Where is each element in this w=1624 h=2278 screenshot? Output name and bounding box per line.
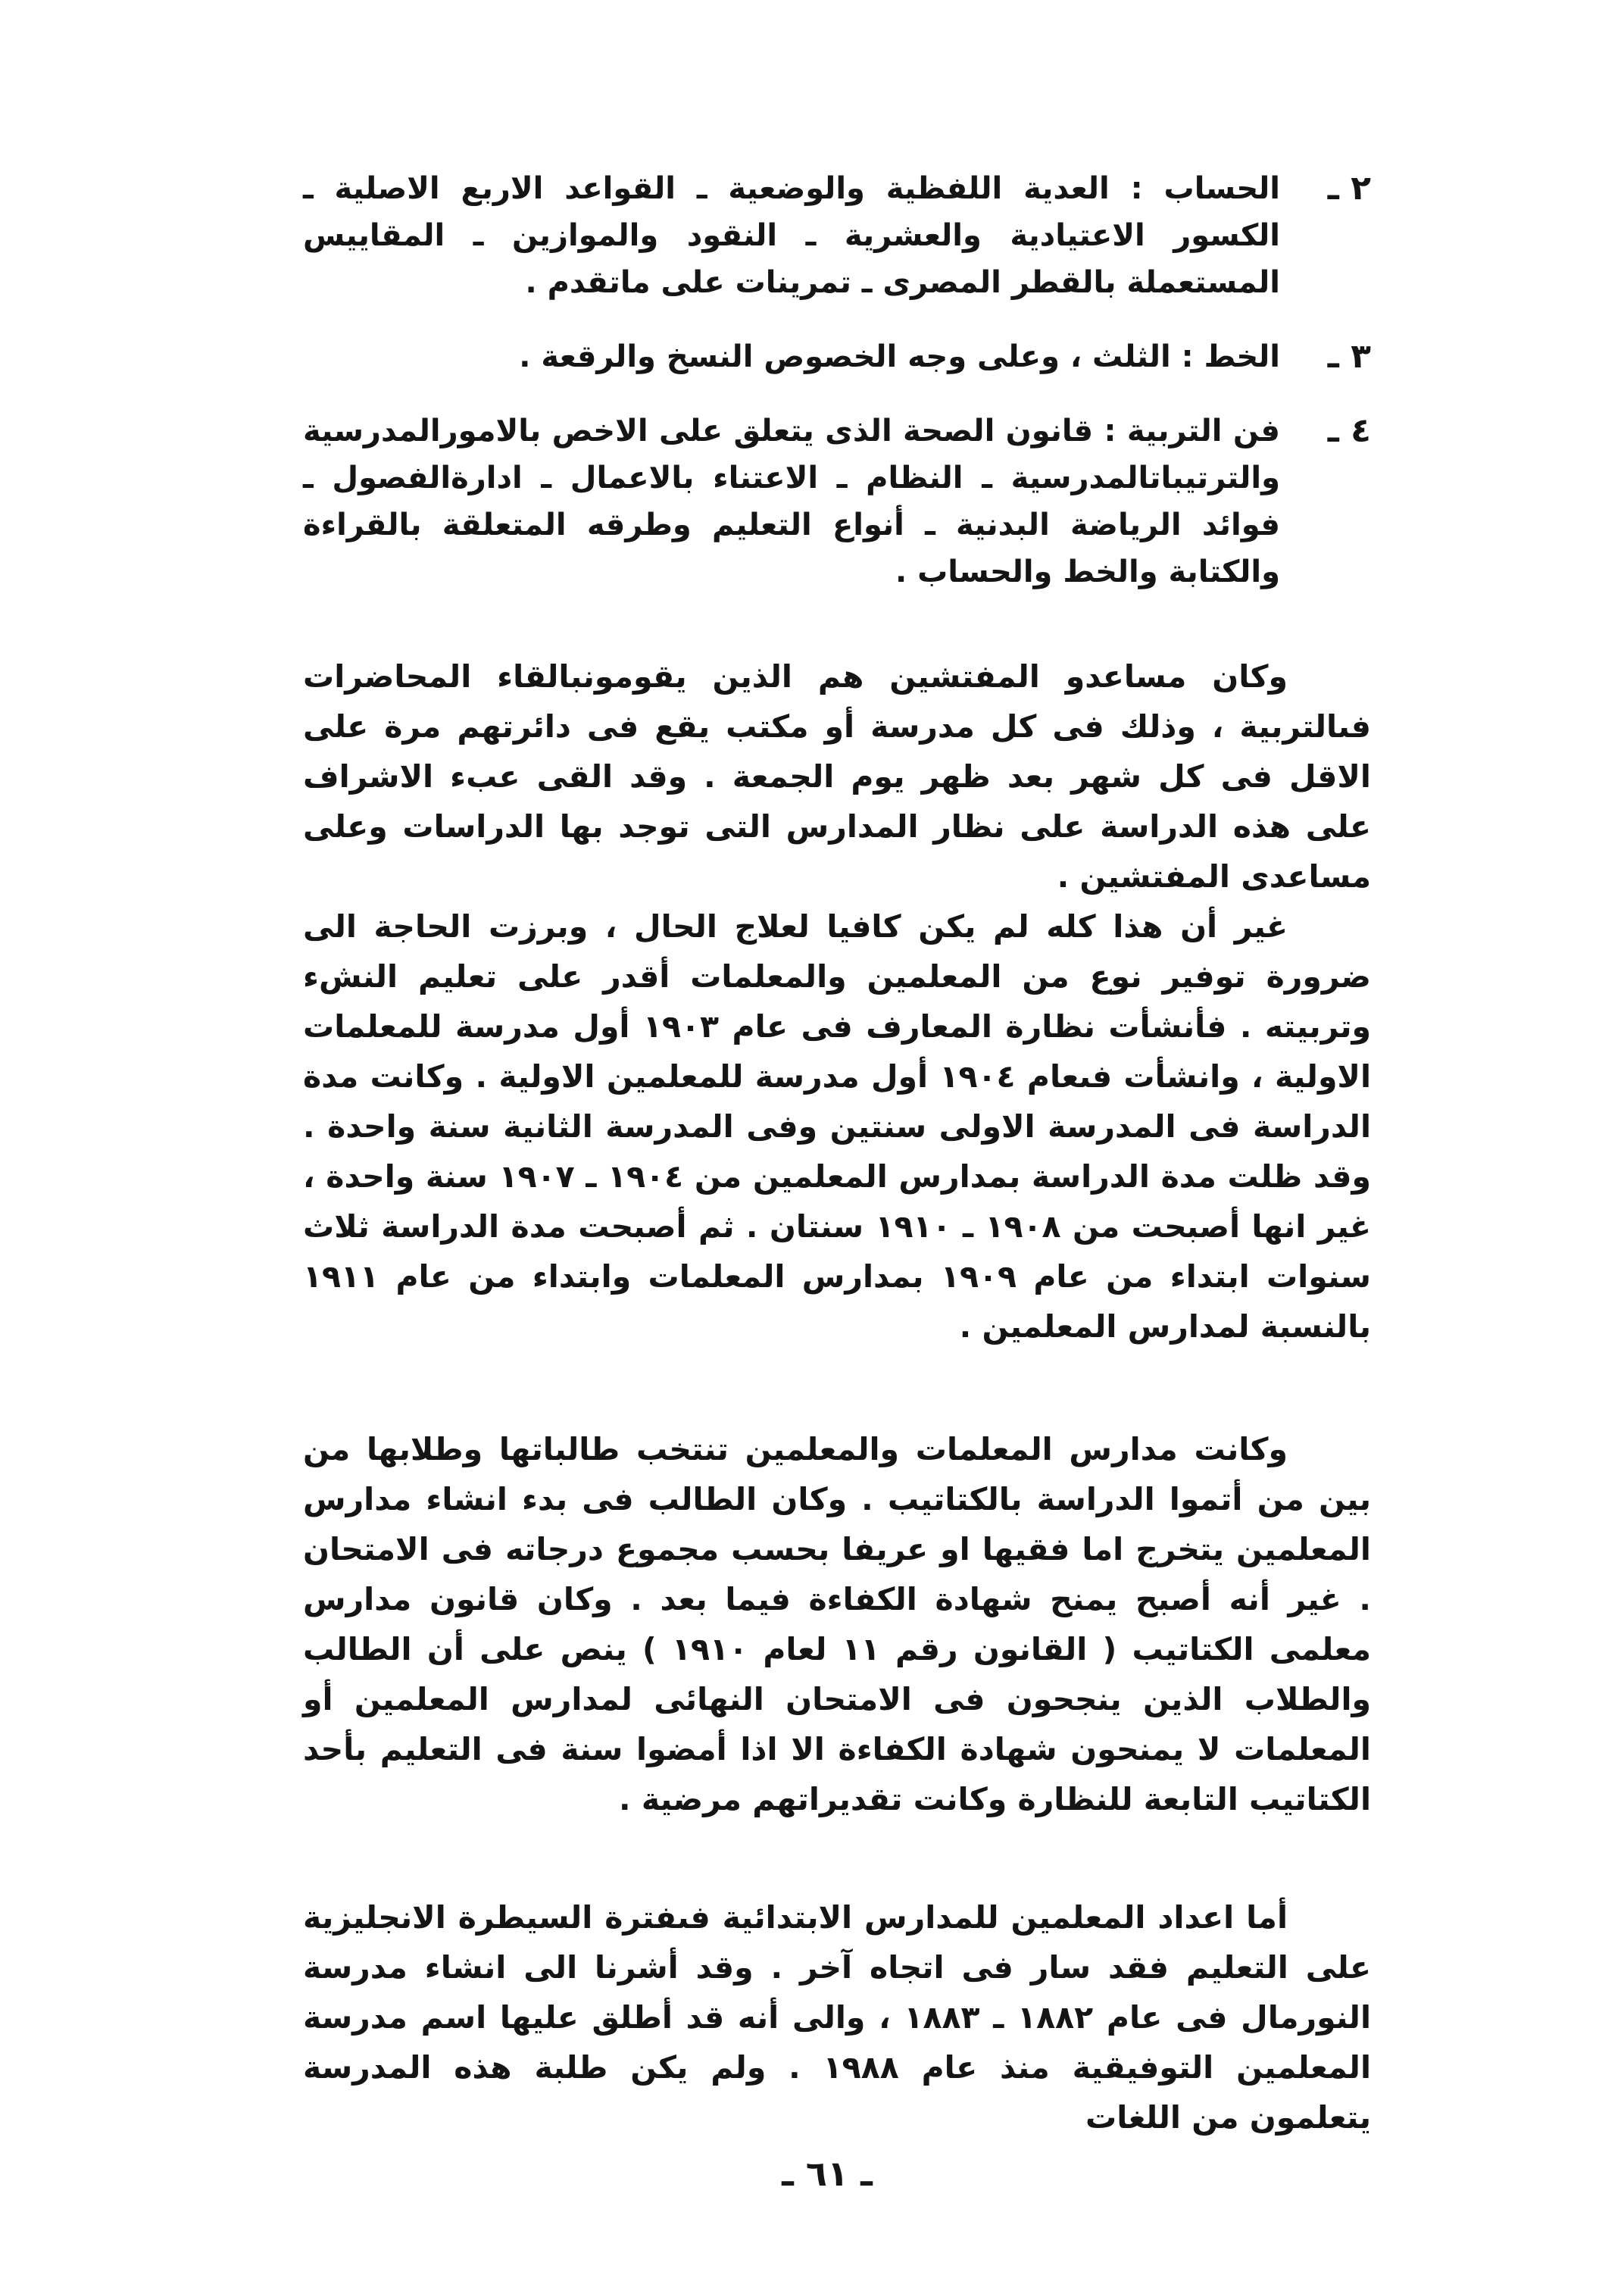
paragraph: وكان مساعدو المفتشين هم الذين يقومونبالقاء المحاضرات فىالتربية ، وذلك فى كل مدرسة أو مكتب يقع فى دائرتهم مرة على الاقل فى كل شهر بعد ظهر يوم الجمعة . وقد القى عبء الاشراف على هذه الدراسة على نظار المدارس التى توجد بها الدراسات وعلى مساعدى المفتشين . — [303, 658, 1371, 895]
paragraph: أما اعداد المعلمين للمدارس الابتدائية فىفترة السيطرة الانجليزية على التعليم فقد سار فى اتجاه آخر . وقد أشرنا الى انشاء مدرسة النورمال فى عام ١٨٨٢ ـ ١٨٨٣ ، والى أنه قد أطلق عليها اسم مدرسة المعلمين التوفيقية منذ عام ١٩٨٨ . ولم يكن طلبة هذه المدرسة يتعلمون من اللغات — [303, 1899, 1371, 2136]
paragraph: غير أن هذا كله لم يكن كافيا لعلاج الحال ، وبرزت الحاجة الى ضرورة توفير نوع من المعلمين والمعلمات أقدر على تعليم النشء وتربيته . فأنشأت نظارة المعارف فى عام ١٩٠٣ أول مدرسة للمعلمات الاولية ، وانشأت فىعام ١٩٠٤ أول مدرسة للمعلمين الاولية . وكانت مدة الدراسة فى المدرسة الاولى سنتين وفى المدرسة الثانية سنة واحدة . وقد ظلت مدة الدراسة بمدارس المعلمين من ١٩٠٤ ـ ١٩٠٧ سنة واحدة ، غير انها أصبحت من ١٩٠٨ ـ ١٩١٠ سنتان . ثم أصبحت مدة الدراسة ثلاث سنوات ابتداء من عام ١٩٠٩ بمدارس المعلمات وابتداء من عام ١٩١١ بالنسبة لمدارس المعلمين . — [303, 908, 1372, 1345]
list-item — [303, 165, 1371, 306]
list-item-number: ٤ ـ — [1327, 411, 1371, 450]
list-item-number: ٢ ـ — [1327, 169, 1371, 208]
list-item-text: الخط : الثلث ، وعلى وجه الخصوص النسخ والرقعة . — [519, 339, 1280, 374]
page-number: ـ ٦١ ـ — [782, 2153, 873, 2194]
paragraph: وكانت مدارس المعلمات والمعلمين تنتخب طالباتها وطلابها من بين من أتموا الدراسة بالكتاتيب . وكان الطالب فى بدء انشاء مدارس المعلمين يتخرج اما فقيها او عريفا بحسب مجموع درجاته فى الامتحان . غير أنه أصبح يمنح شهادة الكفاءة فيما بعد . وكان قانون مدارس معلمى الكتاتيب ( القانون رقم ١١ لعام ١٩١٠ ) ينص على أن الطالب والطلاب الذين ينجحون فى الامتحان النهائى لمدارس المعلمين أو المعلمات لا يمنحون شهادة الكفاءة الا اذا أمضوا سنة فى التعليم بأحد الكتاتيب التابعة للنظارة وكانت تقديراتهم مرضية . — [303, 1431, 1372, 1817]
list-item-text: فن التربية : قانون الصحة الذى يتعلق على الاخص بالامورالمدرسية والترتيباتالمدرسية ـ النظام ـ الاعتناء بالاعمال ـ ادارةالفصول ـ فوائد الرياضة البدنية ـ أنواع التعليم وطرقه المتعلقة بالقراءة والكتابة والخط والحساب . — [303, 414, 1280, 589]
list-item — [303, 333, 1371, 380]
list-item — [303, 408, 1371, 595]
list-item-text: الحساب : العدية اللفظية والوضعية ـ القواعد الاربع الاصلية ـ الكسور الاعتيادية والعشرية ـ النقود والموازين ـ المقاييس المستعملة بالقطر المصرى ـ تمرينات على ماتقدم . — [303, 171, 1280, 300]
list-item-number: ٣ ـ — [1327, 337, 1371, 376]
